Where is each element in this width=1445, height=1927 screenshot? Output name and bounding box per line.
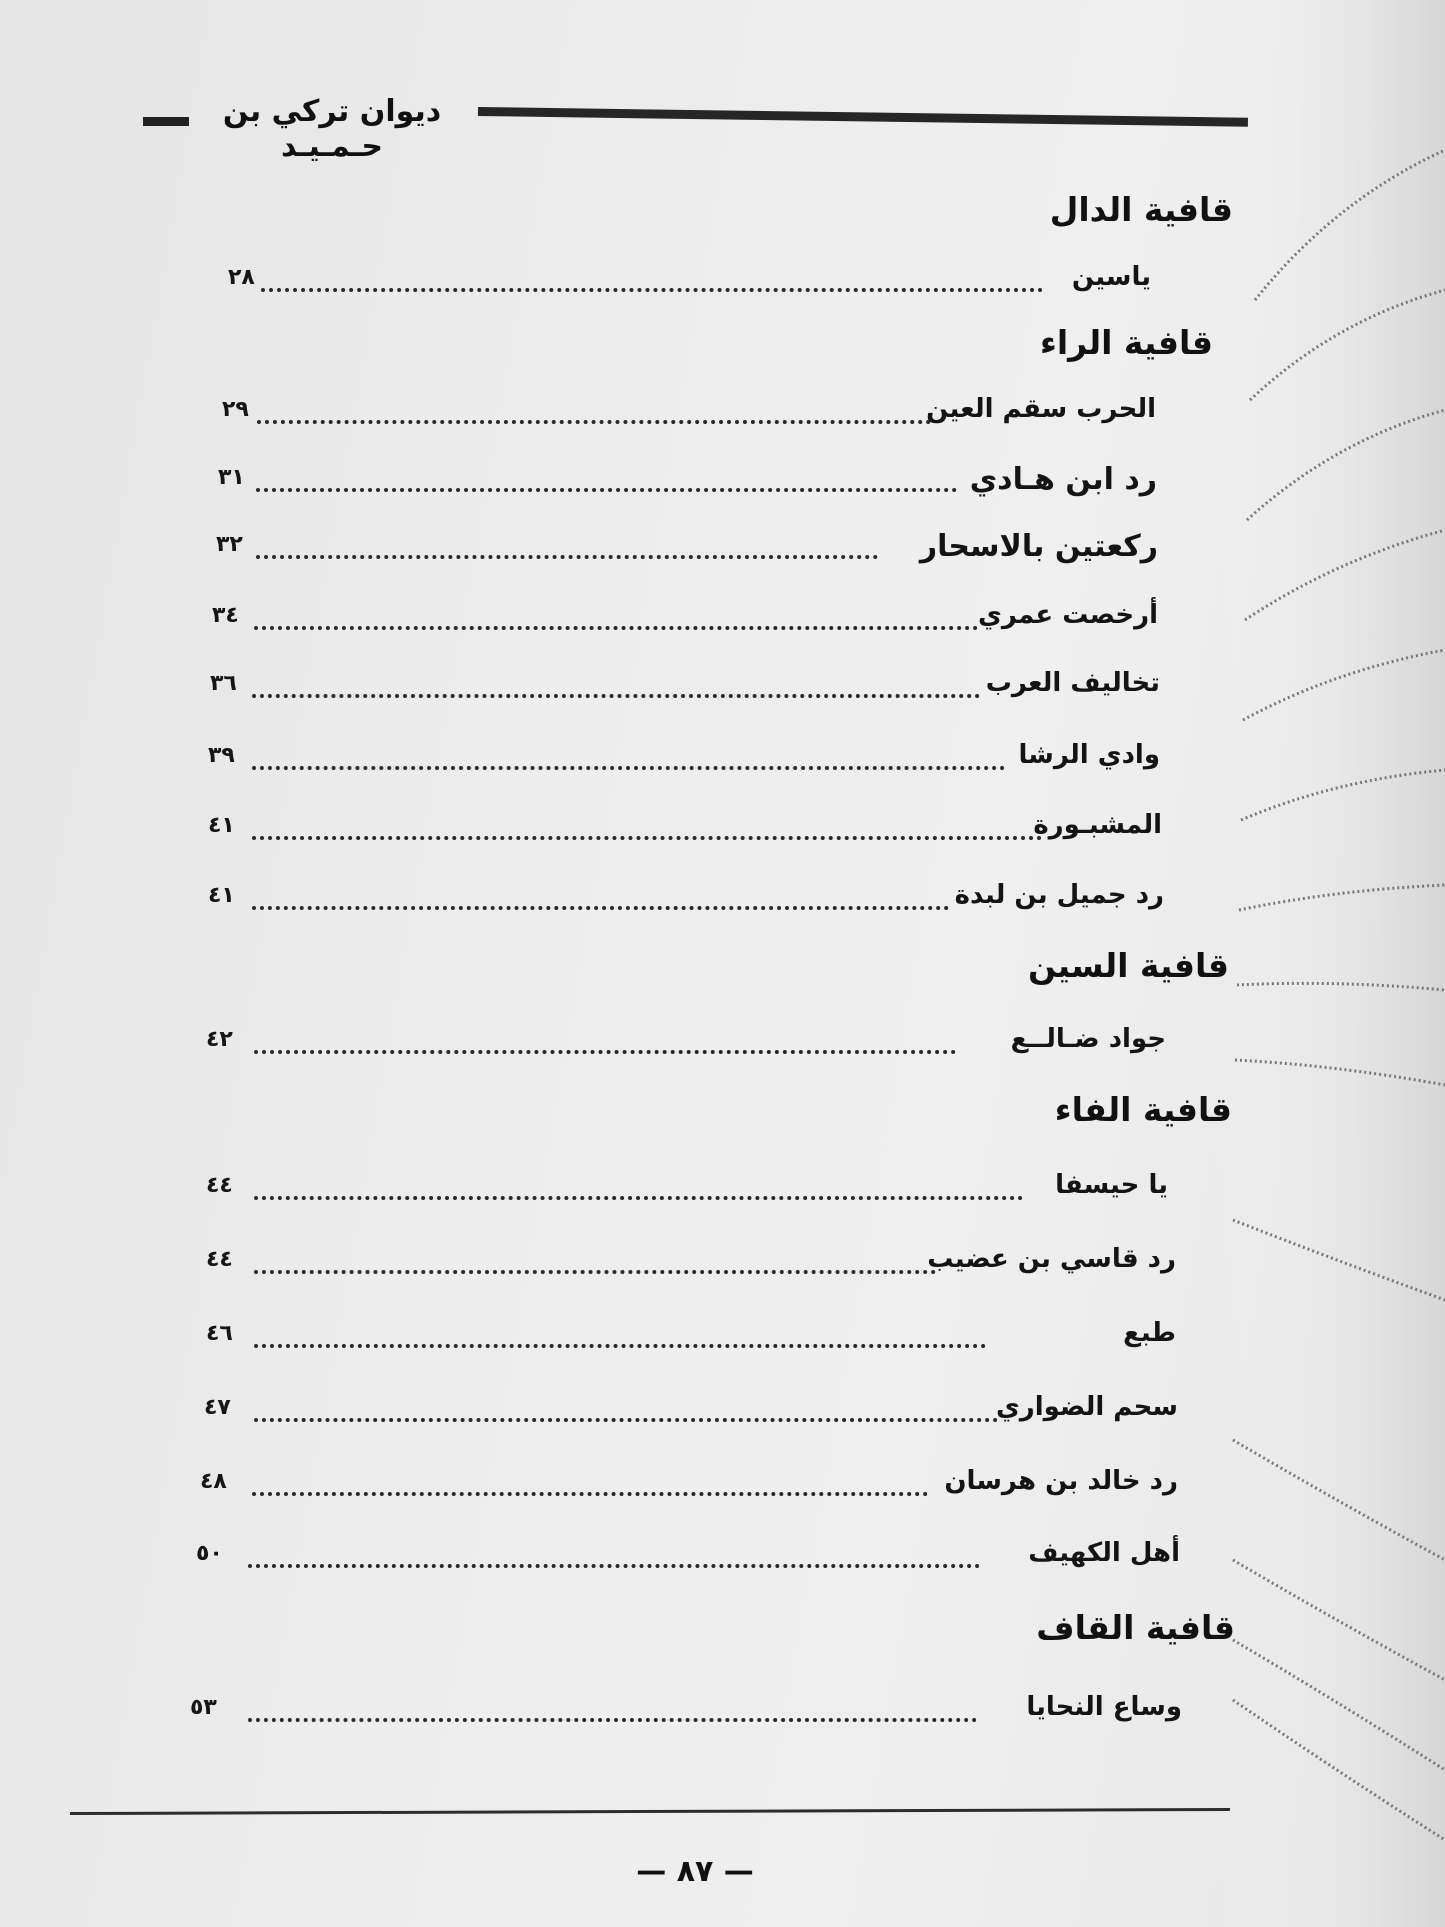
toc-entry[interactable] — [200, 1466, 1178, 1510]
dot-leader — [254, 1418, 998, 1422]
toc-entry[interactable] — [204, 1392, 1178, 1436]
entry-page: ٤٢ — [206, 1027, 233, 1052]
entry-title: تخاليف العرب — [985, 668, 1160, 698]
entry-title: وساع النحايا — [1026, 1692, 1182, 1722]
dot-leader — [254, 1344, 986, 1348]
toc-entry[interactable] — [206, 1024, 1166, 1068]
toc-entry[interactable] — [228, 262, 1151, 306]
dot-leader — [257, 420, 931, 424]
toc-entry[interactable] — [216, 529, 1158, 573]
entry-title: ياسين — [1071, 262, 1151, 292]
dot-leader — [252, 1492, 928, 1496]
dot-leader — [252, 906, 949, 910]
dot-leader — [252, 836, 1042, 840]
entry-title: سحم الضواري — [995, 1392, 1178, 1422]
dot-leader — [256, 555, 878, 559]
entry-title: رد قاسي بن عضيب — [927, 1244, 1176, 1274]
entry-page: ٣٤ — [212, 603, 239, 628]
section-heading-fa: قافية الفاء — [1054, 1090, 1232, 1129]
entry-title: رد ابن هـادي — [969, 462, 1157, 497]
toc-entry[interactable] — [206, 1170, 1168, 1214]
entry-page: ٥٠ — [196, 1541, 223, 1566]
toc-entry[interactable] — [206, 1244, 1176, 1288]
toc-entry[interactable] — [212, 600, 1158, 644]
entry-page: ٢٨ — [228, 265, 255, 290]
toc-entry[interactable] — [208, 740, 1160, 784]
footer-rule — [70, 1808, 1230, 1815]
entry-page: ٥٣ — [190, 1695, 217, 1720]
dot-leader — [254, 1270, 936, 1274]
entry-page: ٤٦ — [206, 1321, 233, 1346]
dot-leader — [254, 1050, 956, 1054]
entry-page: ٣٢ — [216, 532, 243, 557]
toc-entry[interactable] — [208, 810, 1162, 854]
entry-page: ٢٩ — [222, 397, 249, 422]
dot-leader — [254, 1196, 1023, 1200]
dot-leader — [248, 1718, 977, 1722]
entry-title: ركعتين بالاسحار — [919, 529, 1158, 564]
entry-title: جواد ضـالــع — [1010, 1024, 1166, 1054]
entry-page: ٣٩ — [208, 743, 235, 768]
entry-page: ٤١ — [208, 813, 235, 838]
header-rule-right — [478, 107, 1248, 127]
dot-leader — [254, 626, 978, 630]
page-number: — ٨٧ — — [636, 1854, 754, 1889]
section-heading-qaf: قافية القاف — [1036, 1608, 1235, 1647]
section-heading-seen: قافية السين — [1027, 946, 1229, 985]
toc-entry[interactable] — [210, 668, 1160, 712]
toc-entry[interactable] — [190, 1692, 1182, 1736]
entry-title: يا حيسفا — [1055, 1170, 1168, 1200]
entry-page: ٤٨ — [200, 1469, 227, 1494]
entry-page: ٤٤ — [206, 1173, 233, 1198]
entry-title: أرخصت عمري — [977, 600, 1158, 630]
dot-leader — [252, 766, 1005, 770]
entry-page: ٤٤ — [206, 1247, 233, 1272]
entry-title: المشبـورة — [1033, 810, 1162, 840]
entry-page: ٣١ — [218, 465, 245, 490]
toc-entry[interactable] — [196, 1538, 1180, 1582]
entry-title: الحرب سقم العين — [926, 394, 1156, 424]
dot-leader — [256, 488, 957, 492]
entry-page: ٤٧ — [204, 1395, 231, 1420]
toc-entry[interactable] — [218, 462, 1157, 506]
entry-title: وادي الرشا — [1018, 740, 1160, 770]
entry-page: ٤١ — [208, 883, 235, 908]
page-curl-binding — [1215, 0, 1445, 1927]
running-head: ديوان تركي بن حـمـيـد — [222, 94, 442, 164]
entry-title: طبع — [1123, 1318, 1176, 1348]
header-rule-left — [143, 117, 189, 126]
section-heading-dal: قافية الدال — [1049, 190, 1233, 229]
dot-leader — [248, 1564, 980, 1568]
dot-leader — [252, 694, 980, 698]
section-heading-ra: قافية الراء — [1040, 323, 1213, 362]
toc-entry[interactable] — [208, 880, 1164, 924]
entry-title: أهل الكهيف — [1028, 1538, 1180, 1568]
toc-entry[interactable] — [206, 1318, 1176, 1362]
entry-page: ٣٦ — [210, 671, 237, 696]
toc-entry[interactable] — [222, 394, 1156, 438]
entry-title: رد جميل بن لبدة — [954, 880, 1164, 910]
dot-leader — [261, 288, 1043, 292]
entry-title: رد خالد بن هرسان — [944, 1466, 1178, 1496]
